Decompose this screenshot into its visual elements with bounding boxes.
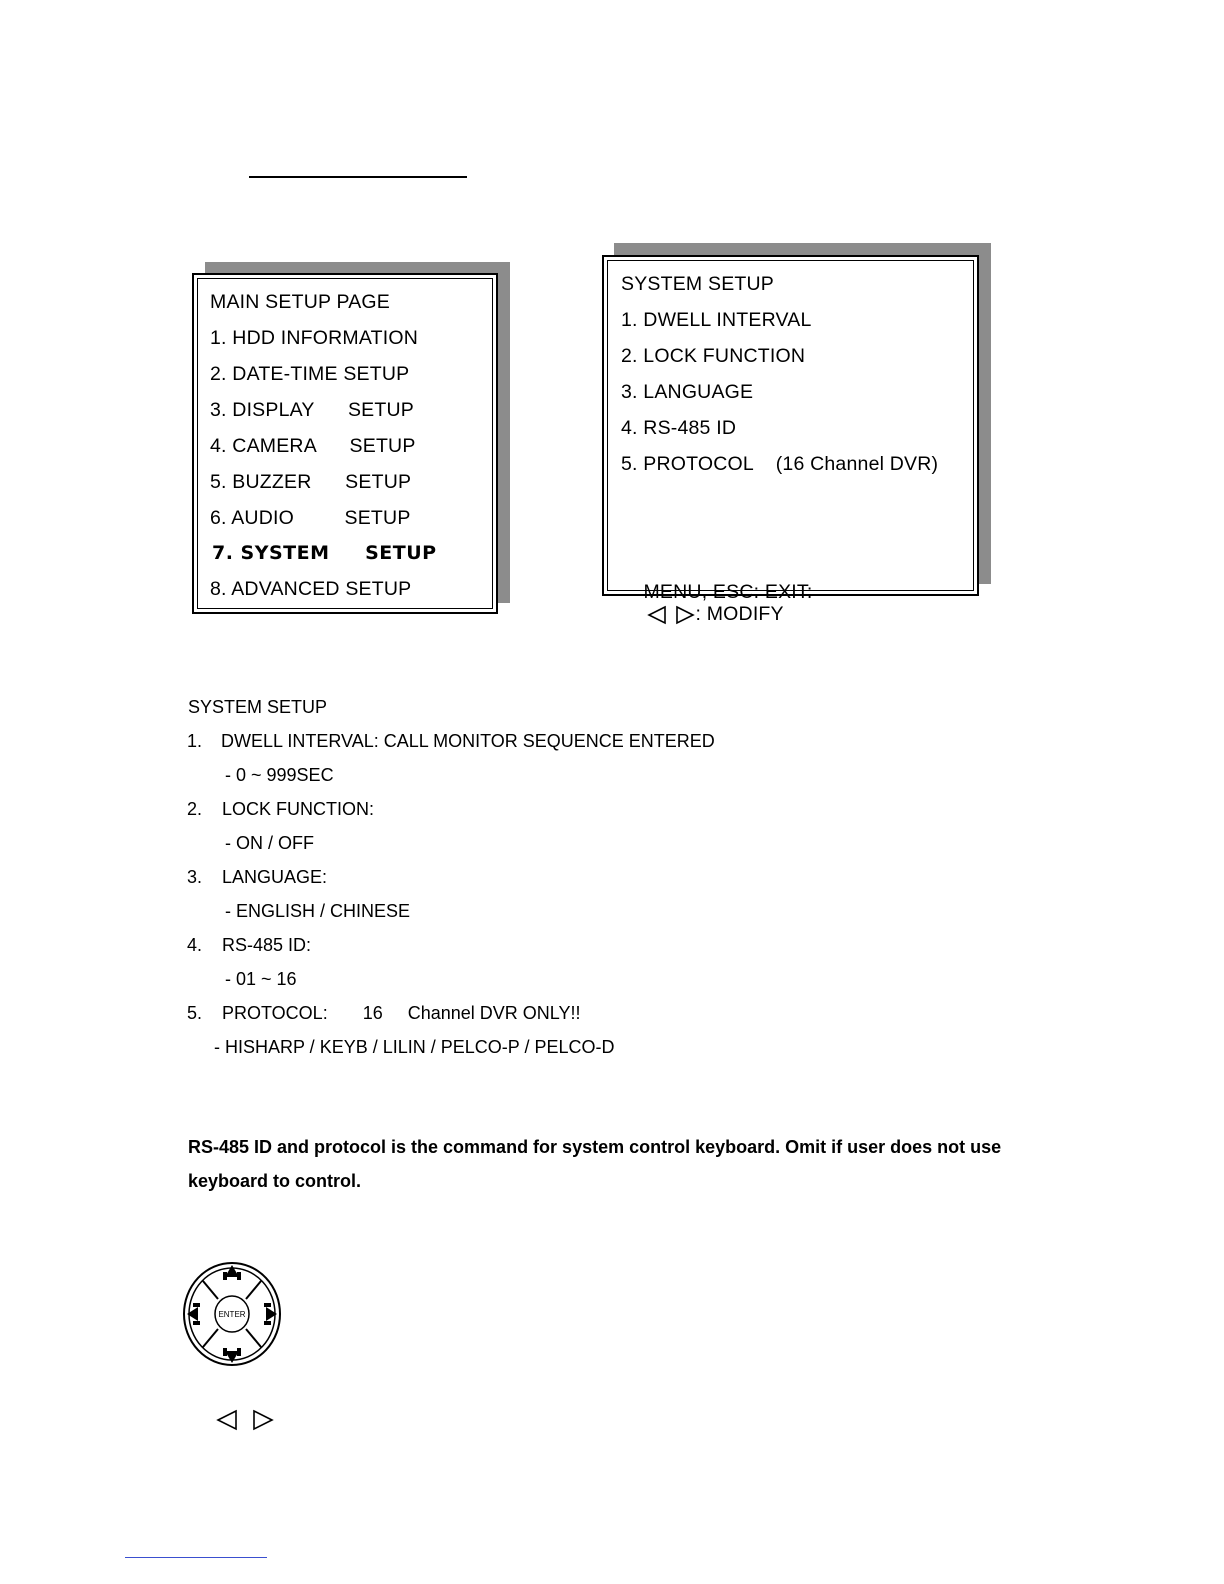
system-menu-footer xyxy=(621,559,812,648)
menu-item-display-setup[interactable]: 3. DISPLAY SETUP xyxy=(210,399,414,421)
left-triangle-icon xyxy=(214,1408,240,1432)
right-triangle-icon xyxy=(673,604,695,626)
desc-item-label: LANGUAGE: xyxy=(222,867,328,887)
system-setup-menu xyxy=(602,255,979,625)
menu-item-camera-setup[interactable]: 4. CAMERA SETUP xyxy=(210,435,416,457)
menu-item-protocol[interactable]: 5. PROTOCOL (16 Channel DVR) xyxy=(621,453,939,475)
desc-item-number: 5. xyxy=(187,1003,203,1023)
system-menu-title: SYSTEM SETUP xyxy=(621,273,775,295)
footer-link-underline xyxy=(125,1557,267,1558)
directional-keypad-icon xyxy=(181,1259,285,1369)
menu-item-language[interactable]: 3. LANGUAGE xyxy=(621,381,754,403)
footer-modify-hint: : MODIFY xyxy=(695,603,784,625)
desc-item-number: 3. xyxy=(187,867,203,887)
main-menu-title: MAIN SETUP PAGE xyxy=(210,291,390,313)
desc-item-detail: - 01 ~ 16 xyxy=(225,969,297,989)
menu-item-lock-function[interactable]: 2. LOCK FUNCTION xyxy=(621,345,806,367)
keypad-enter-label: ENTER xyxy=(218,1310,246,1319)
desc-item-detail: - ENGLISH / CHINESE xyxy=(225,901,411,921)
menu-item-advanced-setup[interactable]: 8. ADVANCED SETUP xyxy=(210,578,412,600)
main-setup-menu xyxy=(192,273,498,614)
menu-item-hdd-information[interactable]: 1. HDD INFORMATION xyxy=(210,327,418,349)
menu-item-date-time-setup[interactable]: 2. DATE-TIME SETUP xyxy=(210,363,410,385)
desc-item-number: 2. xyxy=(187,799,203,819)
right-triangle-icon xyxy=(250,1408,276,1432)
heading-underline xyxy=(249,176,467,178)
menu-item-rs485-id[interactable]: 4. RS-485 ID xyxy=(621,417,737,439)
left-triangle-icon xyxy=(643,604,673,626)
desc-item-detail: - 0 ~ 999SEC xyxy=(225,765,334,785)
menu-item-buzzer-setup[interactable]: 5. BUZZER SETUP xyxy=(210,471,412,493)
desc-item-detail: - ON / OFF xyxy=(225,833,314,853)
desc-item-label: LOCK FUNCTION: xyxy=(222,799,375,819)
desc-item-label: PROTOCOL: 16 Channel DVR ONLY!! xyxy=(222,1003,581,1023)
menu-item-dwell-interval[interactable]: 1. DWELL INTERVAL xyxy=(621,309,812,331)
desc-item-label: RS-485 ID: xyxy=(222,935,312,955)
desc-item-label: DWELL INTERVAL: CALL MONITOR SEQUENCE ENTERED xyxy=(221,731,715,751)
note-line-1: RS-485 ID and protocol is the command for system control keyboard. Omit if user does not use xyxy=(188,1137,1002,1157)
desc-item-number: 1. xyxy=(187,731,203,751)
desc-item-detail: - HISHARP / KEYB / LILIN / PELCO-P / PELCO-D xyxy=(214,1037,615,1057)
note-line-2: keyboard to control. xyxy=(188,1171,362,1191)
menu-item-audio-setup[interactable]: 6. AUDIO SETUP xyxy=(210,507,411,529)
menu-item-system-setup-selected[interactable]: 7. SYSTEM SETUP xyxy=(212,542,437,564)
description-heading: SYSTEM SETUP xyxy=(188,697,328,717)
footer-exit-hint: MENU, ESC: EXIT: xyxy=(643,581,813,603)
desc-item-number: 4. xyxy=(187,935,203,955)
